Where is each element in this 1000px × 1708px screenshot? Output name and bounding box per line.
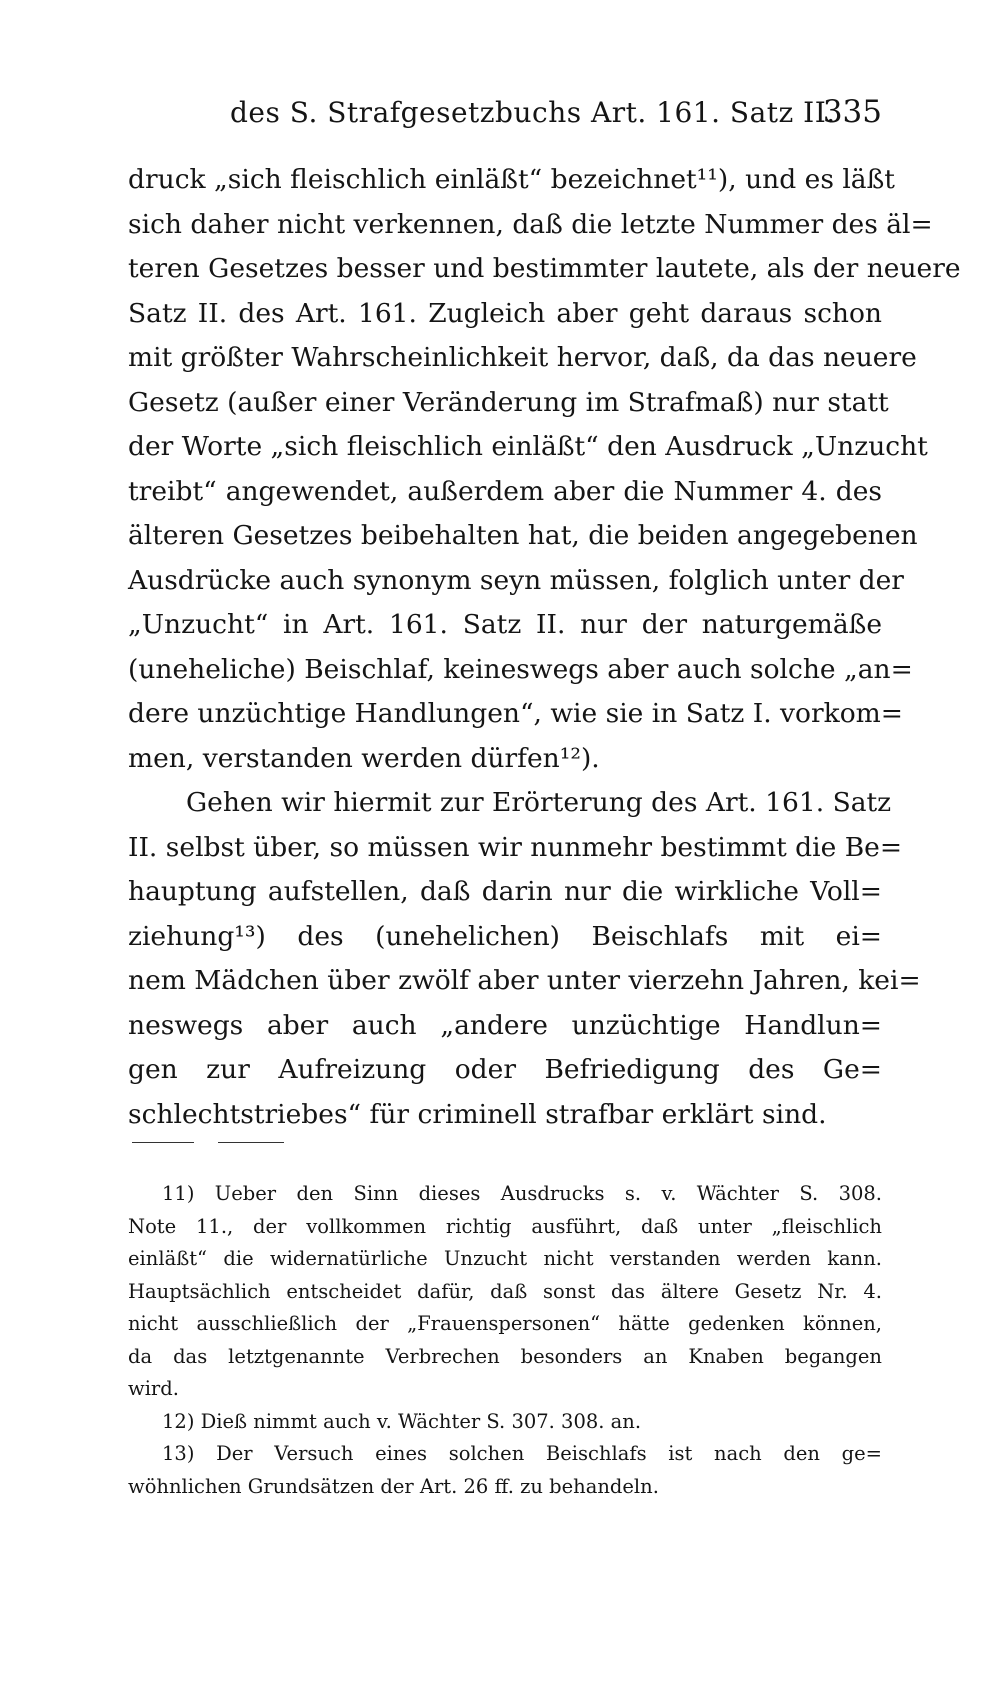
- text-line: teren Gesetzes besser und bestimmter lautete, als der neuere: [128, 253, 961, 284]
- footnote-separator: [132, 1142, 194, 1143]
- footnote-line: Hauptsächlich entscheidet dafür, daß sonst das ältere Gesetz Nr. 4.: [128, 1279, 882, 1303]
- paragraph-start-line: Gehen wir hiermit zur Erörterung des Art. 161. Satz: [186, 787, 892, 818]
- text-line: men, verstanden werden dürfen¹²).: [128, 742, 600, 774]
- footnote-line: da das letztgenannte Verbrechen besonders an Knaben begangen: [128, 1344, 882, 1368]
- text-line: mit größter Wahrscheinlichkeit hervor, daß, da das neuere: [128, 342, 917, 373]
- text-line: Gesetz (außer einer Veränderung im Strafmaß) nur statt: [128, 386, 889, 418]
- footnote-separator: [218, 1142, 284, 1143]
- text-line: hauptung aufstellen, daß darin nur die wirkliche Voll=: [128, 876, 882, 907]
- text-line: „Unzucht“ in Art. 161. Satz II. nur der naturgemäße: [128, 609, 882, 640]
- text-line: treibt“ angewendet, außerdem aber die Nummer 4. des: [128, 475, 882, 507]
- text-line: Satz II. des Art. 161. Zugleich aber geht daraus schon: [128, 297, 882, 329]
- footnote-line: nicht ausschließlich der „Frauenspersonen“ hätte gedenken können,: [128, 1312, 882, 1335]
- footnote-line: Note 11., der vollkommen richtig ausführt, daß unter „fleischlich: [128, 1214, 882, 1238]
- text-line: älteren Gesetzes beibehalten hat, die beiden angegebenen: [128, 520, 918, 551]
- text-line: ziehung¹³) des (unehelichen) Beischlafs mit ei=: [128, 920, 882, 952]
- footnote-12: 12) Dieß nimmt auch v. Wächter S. 307. 308. an.: [162, 1409, 642, 1433]
- text-line: der Worte „sich fleischlich einläßt“ den Ausdruck „Unzucht: [128, 431, 928, 462]
- text-line: dere unzüchtige Handlungen“, wie sie in Satz I. vorkom=: [128, 698, 903, 729]
- text-line: (uneheliche) Beischlaf, keineswegs aber auch solche „an=: [128, 653, 913, 685]
- running-head: des S. Strafgesetzbuchs Art. 161. Satz II.: [230, 96, 836, 129]
- text-line: sich daher nicht verkennen, daß die letzte Nummer des äl=: [128, 208, 933, 240]
- text-line: Ausdrücke auch synonym seyn müssen, folglich unter der: [128, 564, 904, 596]
- page-header: [230, 96, 882, 136]
- text-line: gen zur Aufreizung oder Befriedigung des Ge=: [128, 1054, 882, 1085]
- main-text: [128, 158, 961, 1137]
- footnote-line: wöhnlichen Grundsätzen der Art. 26 ff. zu behandeln.: [128, 1474, 659, 1498]
- page-number: 335: [822, 94, 882, 130]
- text-line: neswegs aber auch „andere unzüchtige Handlun=: [128, 1009, 882, 1041]
- footnote-13: 13) Der Versuch eines solchen Beischlafs ist nach den ge=: [162, 1442, 882, 1465]
- footnote-line: einläßt“ die widernatürliche Unzucht nicht verstanden werden kann.: [128, 1247, 882, 1270]
- text-line: druck „sich fleischlich einläßt“ bezeichnet¹¹), und es läßt: [128, 164, 895, 195]
- footnotes: [128, 1178, 882, 1503]
- text-line: nem Mädchen über zwölf aber unter vierzehn Jahren, kei=: [128, 965, 921, 996]
- footnote-11: 11) Ueber den Sinn dieses Ausdrucks s. v. Wächter S. 308.: [162, 1182, 882, 1205]
- footnote-line: wird.: [128, 1377, 179, 1400]
- text-line: schlechtstriebes“ für criminell strafbar erklärt sind.: [128, 1098, 827, 1130]
- text-line: II. selbst über, so müssen wir nunmehr bestimmt die Be=: [128, 831, 903, 863]
